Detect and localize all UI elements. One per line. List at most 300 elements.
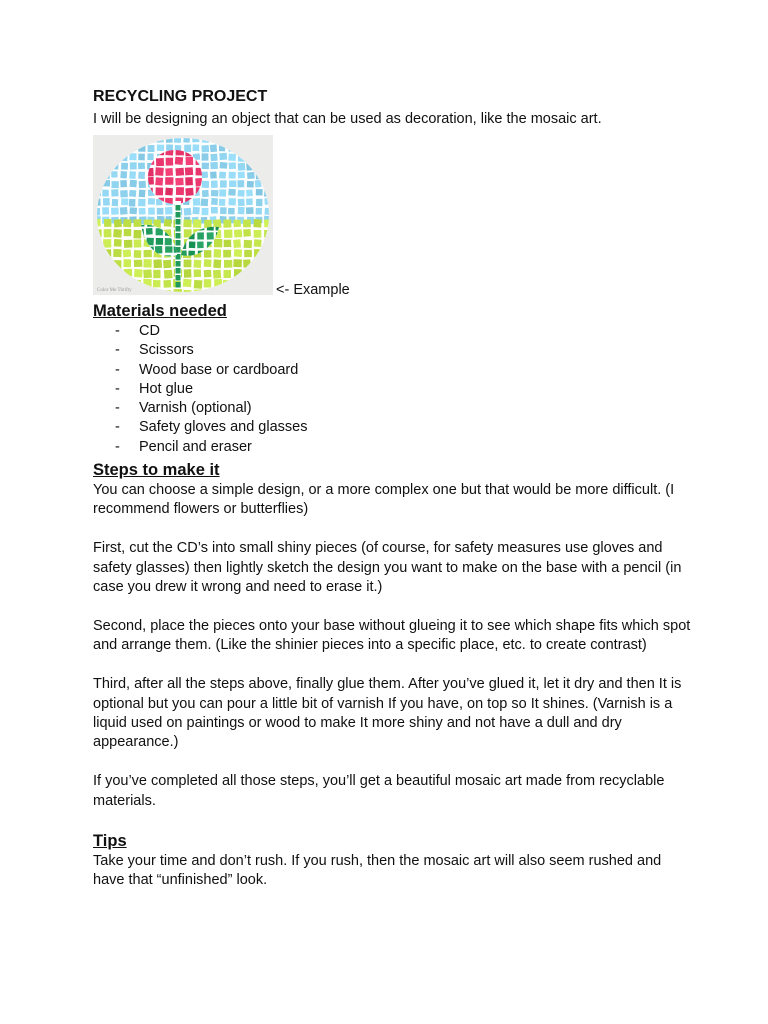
steps-heading: Steps to make it	[93, 461, 220, 480]
mosaic-tile	[138, 154, 145, 161]
list-item	[93, 399, 693, 418]
mosaic-tile	[93, 208, 100, 216]
mosaic-tile	[103, 269, 111, 277]
mosaic-tile	[210, 162, 218, 169]
mosaic-tile	[238, 190, 245, 197]
mosaic-tile	[133, 219, 141, 227]
mosaic-tile	[163, 260, 171, 269]
mosaic-tile	[264, 280, 272, 288]
mosaic-tile	[220, 180, 227, 187]
mosaic-tile	[220, 162, 228, 169]
mosaic-tile	[211, 198, 218, 205]
mosaic-tile	[264, 219, 273, 227]
mosaic-tile	[148, 208, 155, 215]
mosaic-tile	[238, 135, 245, 142]
mosaic-tile	[264, 190, 271, 197]
mosaic-tile	[104, 219, 112, 227]
stem-tile	[176, 219, 181, 225]
mosaic-tile	[253, 280, 261, 289]
mosaic-tile	[210, 154, 217, 162]
mosaic-tile	[175, 168, 184, 176]
mosaic-tile	[193, 219, 201, 227]
mosaic-tile	[138, 172, 145, 179]
mosaic-tile	[243, 229, 251, 237]
mosaic-tile	[114, 280, 122, 288]
mosaic-tile	[102, 162, 110, 169]
stem-tile	[176, 240, 181, 246]
mosaic-tile	[111, 207, 119, 214]
stem-tile	[176, 261, 181, 267]
mosaic-tile	[220, 207, 227, 214]
page-title: RECYCLING PROJECT	[93, 88, 268, 105]
material-label: CD	[139, 323, 160, 339]
mosaic-tile	[129, 190, 136, 197]
list-item	[93, 361, 693, 380]
mosaic-tile	[184, 229, 192, 237]
mosaic-tile	[123, 259, 131, 267]
intro-text: I will be designing an object that can be used as decoration, like the mosaic art.	[93, 111, 602, 127]
mosaic-tile	[94, 153, 101, 160]
mosaic-tile	[223, 219, 231, 227]
mosaic-tile	[134, 250, 142, 258]
mosaic-tile	[93, 250, 102, 258]
mosaic-tile	[103, 144, 111, 152]
list-item	[93, 438, 693, 457]
mosaic-tile	[246, 189, 253, 196]
mosaic-tile	[139, 181, 146, 188]
mosaic-tile	[166, 144, 173, 150]
stem-tile	[176, 226, 181, 232]
mosaic-tile	[238, 163, 246, 171]
mosaic-tile	[138, 144, 145, 151]
mosaic-tile	[224, 260, 232, 268]
mosaic-tile	[134, 239, 142, 247]
example-row	[93, 133, 693, 298]
mosaic-tile	[138, 136, 145, 143]
mosaic-tile	[207, 232, 214, 239]
mosaic-tile	[194, 269, 201, 277]
mosaic-tile	[228, 135, 236, 143]
list-item	[93, 322, 693, 341]
list-item	[93, 341, 693, 360]
mosaic-tile	[93, 259, 102, 267]
mosaic-tile	[130, 180, 137, 188]
mosaic-tile	[233, 220, 240, 228]
material-label: Scissors	[139, 342, 194, 359]
mosaic-tile	[120, 154, 128, 162]
mosaic-tile	[94, 239, 102, 247]
step-paragraph: Second, place the pieces onto your base without glueing it to see which shape fits which spot and arrange them. (Like the shinier pieces into a specific place, etc. to create contrast)	[93, 617, 691, 654]
example-caption: <- Example	[276, 282, 350, 298]
mosaic-tile	[114, 239, 122, 247]
mosaic-tile	[174, 135, 181, 142]
mosaic-tile	[111, 144, 118, 151]
mosaic-tile	[147, 153, 153, 160]
mosaic-tile	[243, 259, 251, 267]
mosaic-tile	[219, 153, 227, 160]
mosaic-tile	[213, 270, 221, 279]
bullet-dash: -	[115, 400, 120, 417]
mosaic-tile	[253, 269, 261, 276]
mosaic-tile	[224, 229, 233, 238]
mosaic-tile	[202, 181, 209, 188]
bullet-dash: -	[115, 342, 120, 359]
mosaic-tile	[254, 239, 262, 247]
mosaic-tile	[256, 189, 263, 195]
mosaic-tile	[193, 260, 201, 268]
mosaic-tile	[133, 289, 141, 295]
list-item	[93, 380, 693, 399]
mosaic-tile	[264, 259, 272, 267]
mosaic-tile	[213, 259, 221, 268]
mosaic-tile	[111, 189, 119, 197]
mosaic-tile	[103, 239, 111, 248]
mosaic-tile	[166, 136, 173, 143]
mosaic-tile	[156, 238, 163, 245]
mosaic-tile	[134, 260, 143, 267]
mosaic-tile	[111, 135, 118, 143]
mosaic-tile	[153, 280, 160, 287]
mosaic-tile	[93, 219, 101, 227]
mosaic-tile	[103, 154, 110, 161]
material-label: Hot glue	[139, 380, 194, 397]
mosaic-tile	[138, 162, 145, 169]
mosaic-tile	[229, 162, 237, 169]
mosaic-tile	[254, 249, 262, 257]
mosaic-tile	[183, 219, 192, 227]
mosaic-tile	[234, 229, 242, 237]
mosaic-tile	[111, 154, 117, 160]
mosaic-tile	[202, 163, 209, 170]
mosaic-tile	[264, 269, 273, 278]
mosaic-tile	[247, 144, 254, 151]
mosaic-tile	[228, 154, 236, 161]
mosaic-tile	[103, 135, 111, 142]
mosaic-tile	[94, 172, 101, 180]
mosaic-tile	[185, 188, 193, 196]
mosaic-tile	[264, 239, 273, 247]
mosaic-tile	[228, 208, 235, 214]
mosaic-tile	[157, 208, 164, 215]
mosaic-tile	[244, 250, 252, 257]
mosaic-tile	[234, 249, 242, 257]
mosaic-tile	[157, 144, 164, 151]
mosaic-tile	[244, 240, 252, 248]
mosaic-tile	[113, 270, 121, 278]
mosaic-tile	[124, 269, 132, 276]
mosaic-tile	[256, 199, 262, 206]
mosaic-tile	[184, 208, 192, 216]
mosaic-tile	[104, 280, 111, 288]
mosaic-tile	[130, 162, 137, 169]
mosaic-tile	[134, 269, 143, 278]
mosaic-tile	[220, 136, 228, 143]
mosaic-tile	[202, 190, 209, 197]
mosaic-example-image	[93, 135, 273, 295]
mosaic-tile	[124, 280, 132, 289]
mosaic-tile	[124, 240, 133, 248]
mosaic-tile	[194, 280, 203, 289]
mosaic-tile	[154, 289, 162, 295]
mosaic-tile	[243, 219, 251, 227]
mosaic-tile	[228, 145, 235, 152]
mosaic-tile	[247, 172, 255, 179]
mosaic-tile	[185, 167, 193, 175]
mosaic-tile	[223, 270, 231, 278]
bullet-dash: -	[115, 419, 120, 436]
mosaic-tile	[202, 208, 209, 215]
mosaic-tile	[256, 162, 263, 169]
mosaic-tile	[133, 230, 141, 239]
step-paragraph: You can choose a simple design, or a more complex one but that would be more difficult. (I recommend flowers or butterflies)	[93, 482, 675, 518]
mosaic-tile	[120, 207, 128, 215]
mosaic-tile	[94, 229, 102, 237]
mosaic-tile	[264, 163, 272, 170]
mosaic-tile	[155, 177, 163, 185]
mosaic-tile	[254, 230, 262, 238]
mosaic-tile	[194, 290, 202, 295]
mosaic-tile	[133, 280, 141, 288]
mosaic-tile	[233, 259, 242, 267]
mosaic-tile	[264, 172, 271, 180]
mosaic-tile	[165, 168, 173, 176]
mosaic-tile	[121, 163, 128, 170]
mosaic-tile	[201, 199, 208, 207]
mosaic-tile	[229, 180, 236, 187]
mosaic-tile	[143, 279, 151, 287]
mosaic-tile	[129, 171, 136, 179]
mosaic-tile	[238, 199, 245, 207]
mosaic-tile	[214, 289, 222, 295]
mosaic-tile	[256, 208, 262, 215]
mosaic-tile	[255, 180, 262, 188]
mosaic-tile	[120, 190, 128, 198]
mosaic-tile	[243, 290, 251, 295]
mosaic-tile	[113, 249, 121, 257]
mosaic-tile	[143, 289, 152, 295]
mosaic-tile	[148, 198, 155, 205]
mosaic-tile	[193, 144, 200, 151]
mosaic-tile	[165, 238, 172, 245]
mosaic-tile	[163, 280, 171, 288]
stem-tile	[176, 268, 181, 274]
mosaic-tile	[204, 250, 211, 258]
mosaic-tile	[114, 260, 122, 268]
mosaic-tile	[165, 246, 172, 252]
mosaic-tile	[183, 279, 192, 287]
mosaic-tile	[184, 269, 192, 278]
mosaic-tile	[146, 228, 153, 235]
mosaic-tile	[175, 178, 183, 186]
mosaic-tile	[264, 208, 271, 215]
mosaic-tile	[94, 280, 101, 288]
mosaic-tile	[214, 239, 222, 247]
bullet-dash: -	[115, 438, 120, 455]
mosaic-tile	[165, 207, 173, 215]
mosaic-tile	[112, 199, 119, 206]
mosaic-tile	[210, 144, 217, 152]
mosaic-tile	[184, 145, 191, 152]
mosaic-tile	[234, 289, 242, 295]
mosaic-tile	[153, 270, 160, 279]
mosaic-tile	[174, 289, 183, 295]
mosaic-tile	[264, 136, 272, 144]
mosaic-tile	[228, 189, 236, 196]
mosaic-tile	[111, 162, 119, 169]
mosaic-tile	[123, 249, 132, 257]
mosaic-tile	[264, 198, 271, 205]
mosaic-tile	[264, 250, 273, 259]
mosaic-tile	[102, 207, 109, 215]
mosaic-tile	[204, 259, 212, 267]
mosaic-tile	[192, 135, 199, 142]
mosaic-tile	[211, 190, 219, 197]
bullet-dash: -	[115, 380, 120, 397]
mosaic-tile	[233, 239, 241, 248]
mosaic-tile	[211, 181, 218, 188]
material-label: Pencil and eraser	[139, 438, 252, 455]
mosaic-tile	[176, 187, 184, 195]
mosaic-tile	[264, 144, 271, 152]
list-item	[93, 418, 693, 437]
mosaic-tile	[111, 181, 118, 188]
mosaic-tile	[203, 289, 211, 295]
document-body	[93, 87, 693, 891]
mosaic-tile	[104, 229, 112, 237]
mosaic-tile	[265, 181, 272, 188]
mosaic-tile	[229, 172, 236, 179]
mosaic-tile	[175, 157, 183, 165]
mosaic-tile	[94, 269, 103, 277]
mosaic-tile	[155, 167, 164, 176]
image-watermark: Color Me Thrifty	[97, 288, 132, 293]
mosaic-tile	[211, 135, 218, 142]
stem-tile	[176, 275, 181, 281]
mosaic-tile	[156, 136, 164, 143]
mosaic-tile	[201, 171, 208, 178]
stem-tile	[176, 205, 181, 211]
mosaic-tile	[130, 135, 137, 142]
mosaic-tile	[202, 153, 209, 160]
mosaic-tile	[183, 135, 190, 142]
mosaic-tile	[204, 270, 212, 278]
mosaic-tile	[93, 162, 101, 170]
material-label: Safety gloves and glasses	[139, 419, 308, 436]
mosaic-tile	[165, 177, 173, 185]
mosaic-tile	[244, 280, 252, 288]
mosaic-tile	[165, 188, 173, 196]
mosaic-tile	[246, 153, 253, 160]
mosaic-tile	[247, 181, 254, 188]
mosaic-tile	[234, 269, 242, 277]
mosaic-tile	[214, 249, 222, 258]
mosaic-tile	[219, 199, 225, 206]
mosaic-tile	[238, 154, 246, 162]
mosaic-tile	[166, 158, 174, 166]
mosaic-tile	[183, 290, 191, 295]
mosaic-tile	[129, 153, 136, 160]
mosaic-tile	[94, 180, 101, 187]
mosaic-tile	[224, 240, 232, 248]
mosaic-tile	[148, 145, 155, 152]
mosaic-tile	[219, 172, 226, 179]
mosaic-tile	[104, 249, 111, 257]
step-paragraph: Third, after all the steps above, finally glue them. After you’ve glued it, let it dry and then It is optional but you can pour a little bit of varnish If you have, on top so It shines. (Varnish is a liquid used on paintings or wood to make It more shiny and not have a dull and dry appearance.)	[93, 676, 682, 751]
mosaic-tile	[211, 207, 218, 214]
mosaic-tile	[184, 260, 192, 268]
mosaic-tile	[120, 145, 128, 152]
mosaic-tile	[129, 207, 137, 214]
mosaic-tile	[93, 145, 100, 152]
mosaic-tile	[156, 158, 164, 166]
mosaic-tile	[253, 219, 261, 228]
mosaic-tile	[147, 136, 154, 143]
mosaic-tile	[238, 172, 245, 179]
mosaic-tile	[224, 290, 232, 295]
mosaic-tile	[103, 180, 110, 187]
mosaic-tile	[255, 145, 262, 152]
material-label: Varnish (optional)	[139, 400, 252, 417]
mosaic-tile	[163, 290, 171, 295]
mosaic-tile	[143, 259, 151, 268]
mosaic-tile	[214, 279, 222, 286]
mosaic-tile	[164, 219, 172, 227]
mosaic-tile	[256, 172, 263, 179]
mosaic-tile	[255, 136, 262, 143]
mosaic-tile	[193, 207, 200, 214]
mosaic-tile	[255, 154, 262, 161]
mosaic-tile	[185, 177, 193, 185]
mosaic-flower-image	[93, 135, 273, 295]
mosaic-tile	[124, 229, 132, 236]
bullet-dash: -	[115, 323, 120, 339]
mosaic-tile	[121, 198, 128, 205]
mosaic-tile	[153, 259, 162, 268]
mosaic-tile	[120, 135, 127, 142]
mosaic-tile	[113, 229, 122, 238]
material-label: Wood base or cardboard	[139, 361, 299, 378]
mosaic-tile	[143, 269, 152, 278]
mosaic-tile	[264, 230, 272, 238]
mosaic-tile	[193, 198, 201, 206]
mosaic-tile	[129, 144, 136, 151]
mosaic-tile	[219, 189, 226, 196]
mosaic-tile	[114, 219, 122, 227]
mosaic-tile	[253, 289, 261, 295]
mosaic-tile	[201, 145, 209, 152]
mosaic-tile	[238, 207, 245, 214]
mosaic-tile	[103, 198, 110, 206]
mosaic-tile	[93, 135, 100, 142]
mosaic-tile	[139, 190, 146, 198]
mosaic-tile	[186, 157, 194, 165]
mosaic-tile	[233, 279, 241, 287]
mosaic-tile	[204, 279, 211, 287]
mosaic-tile	[197, 241, 204, 248]
stem-tile	[176, 233, 181, 239]
mosaic-tile	[237, 144, 243, 151]
mosaic-tile	[164, 270, 173, 279]
mosaic-tile	[223, 280, 231, 288]
mosaic-tile	[93, 199, 100, 206]
mosaic-tile	[246, 207, 254, 214]
materials-heading: Materials needed	[93, 302, 227, 320]
stem-tile	[176, 212, 181, 218]
mosaic-tile	[223, 250, 231, 258]
mosaic-tile	[197, 232, 204, 239]
mosaic-tile	[143, 250, 151, 258]
mosaic-tile	[202, 136, 209, 143]
